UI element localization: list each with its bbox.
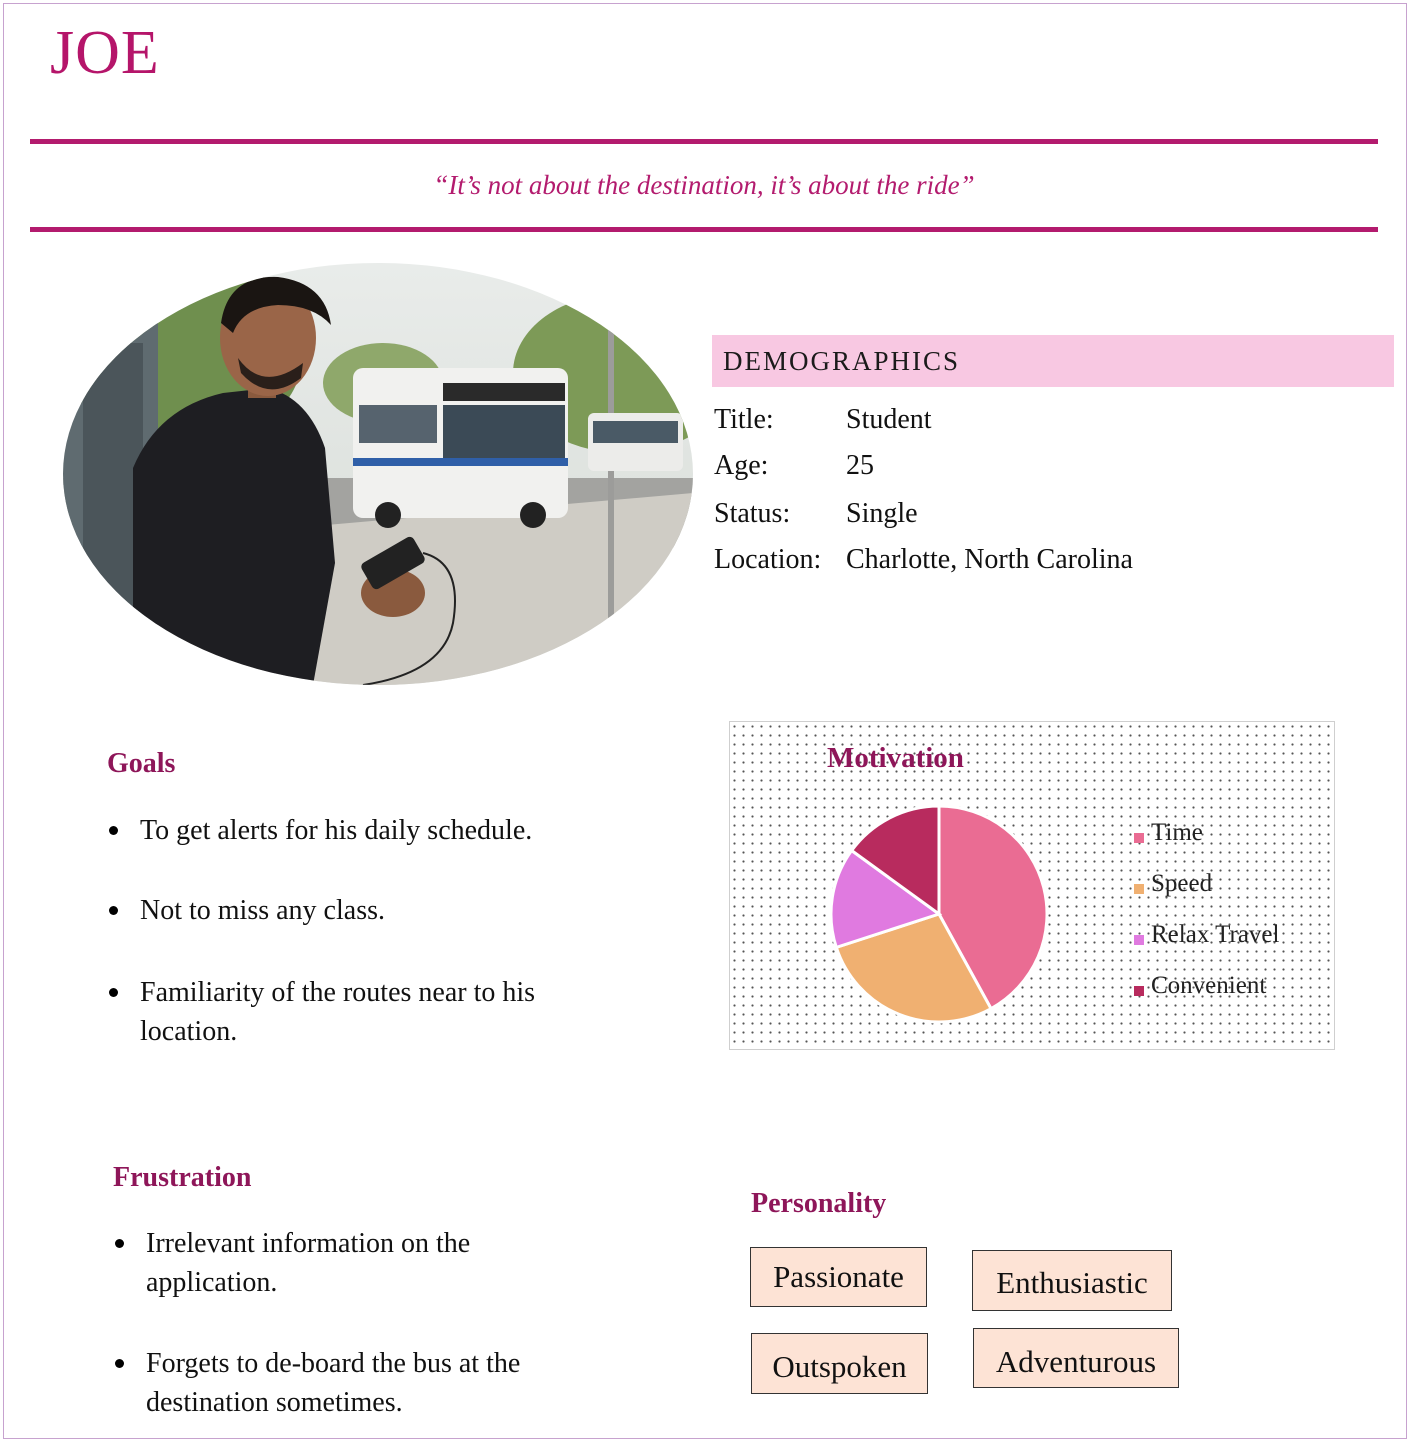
demographics-header: DEMOGRAPHICS (712, 335, 1394, 387)
personality-trait-chip: Passionate (750, 1247, 927, 1307)
top-divider (30, 139, 1378, 144)
legend-swatch (1134, 884, 1144, 894)
pie-chart (730, 722, 1336, 1051)
demographics-label: Status: (714, 498, 791, 529)
demographics-value: 25 (846, 450, 874, 481)
persona-photo (63, 263, 693, 685)
personality-title: Personality (751, 1188, 887, 1219)
demographics-value: Single (846, 498, 918, 529)
frustration-title: Frustration (113, 1162, 252, 1193)
frustration-item: Forgets to de-board the bus at the destination sometimes. (113, 1344, 573, 1422)
personality-trait-chip: Outspoken (751, 1333, 928, 1394)
legend-swatch (1134, 986, 1144, 996)
legend-swatch (1134, 833, 1144, 843)
demographics-label: Age: (714, 450, 769, 481)
goals-item: To get alerts for his daily schedule. (107, 811, 607, 850)
persona-quote: “It’s not about the destination, it’s about the ride” (433, 170, 975, 200)
demographics-value: Student (846, 404, 932, 435)
goals-item: Familiarity of the routes near to his location. (107, 973, 580, 1051)
demographics-label: Title: (714, 404, 774, 435)
legend-label: Speed (1151, 870, 1213, 897)
legend-swatch (1134, 935, 1144, 945)
motivation-chart (729, 721, 1335, 1050)
persona-name: JOE (50, 19, 160, 87)
bottom-divider (30, 227, 1378, 232)
goals-list (107, 811, 607, 1051)
personality-trait-chip: Adventurous (973, 1328, 1179, 1388)
goals-title: Goals (107, 748, 176, 779)
demographics-value: Charlotte, North Carolina (846, 544, 1133, 575)
legend-label: Convenient (1151, 972, 1267, 999)
legend-label: Relax Travel (1151, 921, 1280, 948)
personality-trait-chip: Enthusiastic (972, 1250, 1172, 1311)
legend-label: Time (1151, 819, 1203, 846)
goals-item: Not to miss any class. (107, 891, 607, 930)
demographics-label: Location: (714, 544, 822, 575)
chart-title: Motivation (827, 742, 964, 774)
frustration-item: Irrelevant information on the application. (113, 1224, 573, 1302)
frustration-list (113, 1224, 573, 1422)
